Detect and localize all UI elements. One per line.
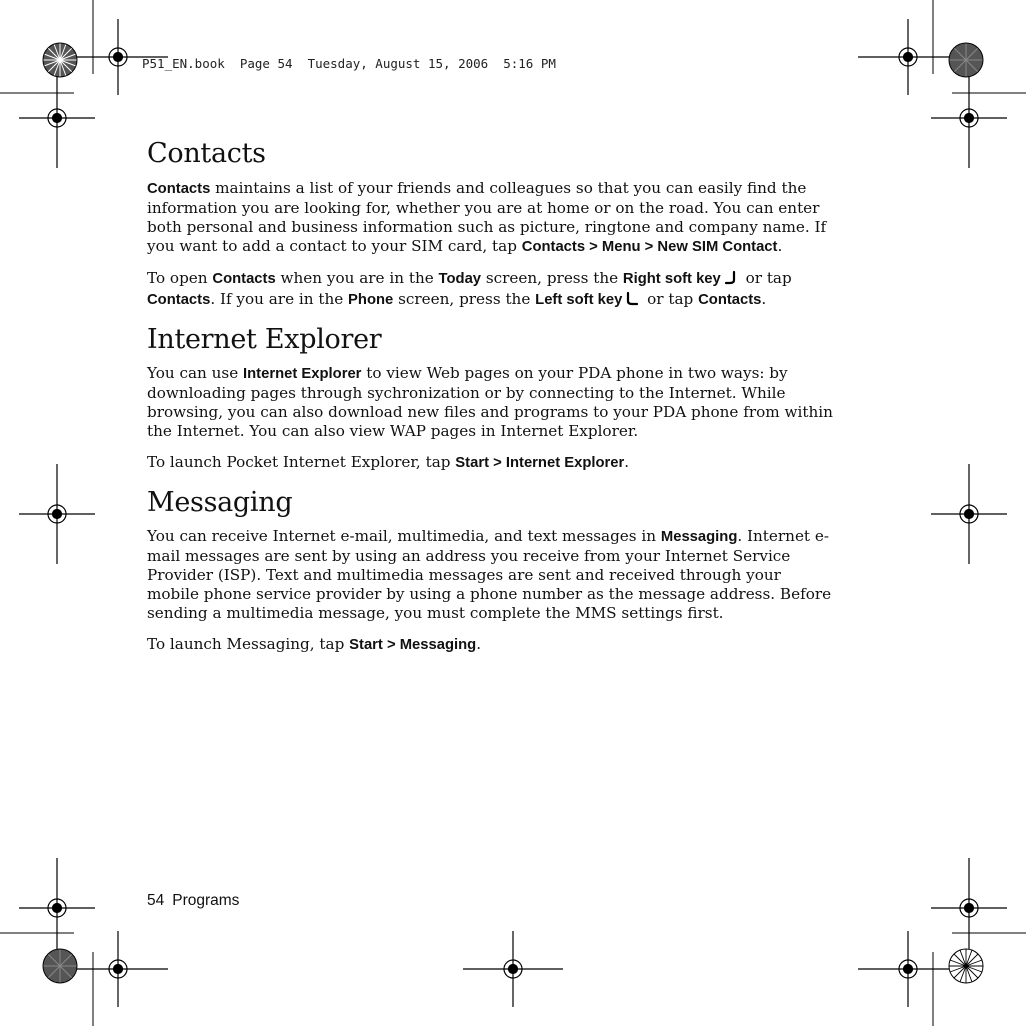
contacts-paragraph-1: Contacts maintains a list of your friends and colleagues so that you can easily find the information you are looking for, whether you are at home or on the road. You can enter both personal and business information such as picture, ringtone and company name. If you want to add a contact to your SIM card, tap Contacts > Menu > New SIM Contact. xyxy=(147,179,827,255)
page-footer xyxy=(147,892,247,910)
right-soft-key-icon xyxy=(723,270,739,290)
heading-contacts: Contacts xyxy=(147,138,266,169)
contacts-paragraph-2: To open Contacts when you are in the Today screen, press the Right soft key or tap Contacts. If you are in the Phone screen, press the Left soft key or tap Contacts. xyxy=(147,269,837,311)
print-slug: P51_EN.book Page 54 Tuesday, August 15, 2006 5:16 PM xyxy=(142,56,556,71)
page-number: 54 xyxy=(147,892,165,909)
section-name: Programs xyxy=(172,892,240,909)
page-content xyxy=(147,138,837,654)
left-soft-key-icon xyxy=(624,291,640,311)
heading-internet-explorer: Internet Explorer xyxy=(147,324,382,356)
heading-messaging: Messaging xyxy=(147,486,293,518)
ie-paragraph-2: To launch Pocket Internet Explorer, tap Start > Internet Explorer. xyxy=(147,453,630,472)
messaging-paragraph-1: You can receive Internet e-mail, multimedia, and text messages in Messaging. Internet e-mail messages are sent by using an address you receive from your Internet Service Provider (ISP). Text and multimedia messages are sent and received through your mobile phone service provider by using a phone number as the message address. Before sending a multimedia message, you must complete the MMS settings first. xyxy=(147,526,832,622)
ie-paragraph-1: You can use Internet Explorer to view Web pages on your PDA phone in two ways: by downloading pages through sychronization or by connecting to the Internet. While browsing, you can also download new files and programs to your PDA phone from within the Internet. You can also view WAP pages in Internet Explorer. xyxy=(147,364,833,441)
messaging-paragraph-2: To launch Messaging, tap Start > Messaging. xyxy=(147,634,482,653)
